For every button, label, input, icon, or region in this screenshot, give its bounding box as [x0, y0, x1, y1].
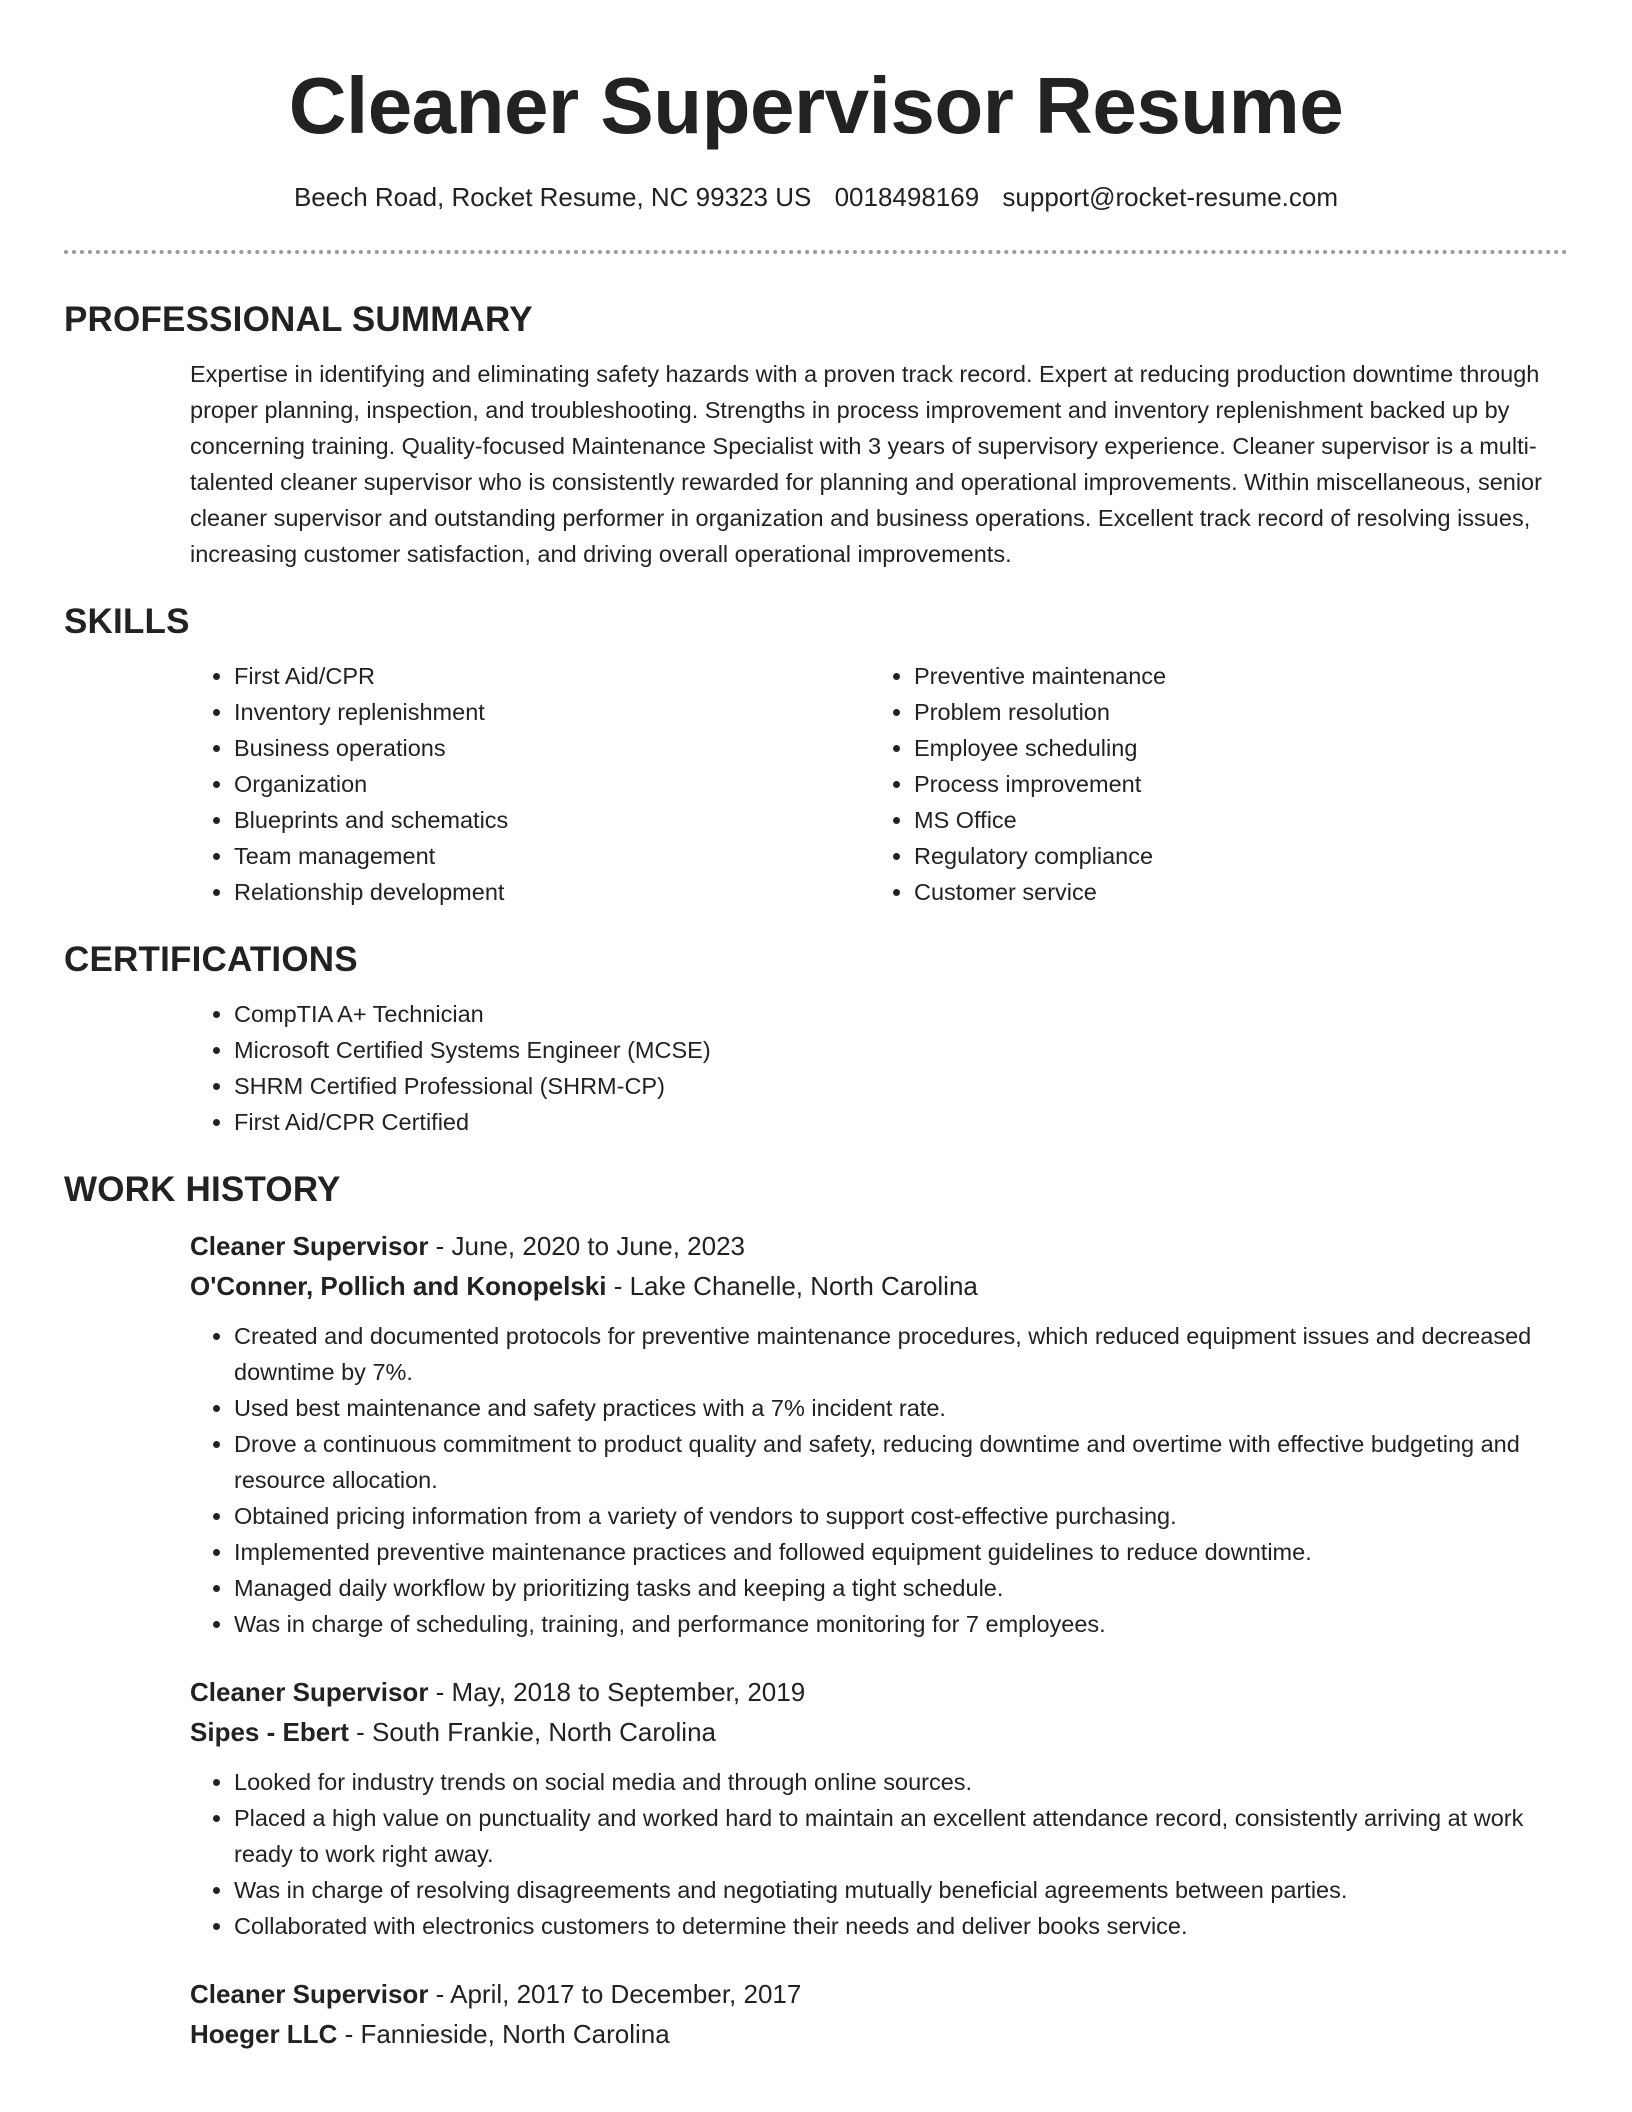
skill-item: • Customer service: [914, 874, 1550, 910]
email-text: support@rocket-resume.com: [1002, 182, 1339, 212]
skill-item: • Relationship development: [234, 874, 870, 910]
contact-line: [0, 180, 1632, 214]
skill-item: • MS Office: [914, 802, 1550, 838]
skill-item: • Problem resolution: [914, 694, 1550, 730]
skill-item: • Team management: [234, 838, 870, 874]
skills-list-left: [190, 658, 870, 910]
section-heading-work-history: WORK HISTORY: [64, 1170, 341, 1209]
work-history-section: [64, 1168, 1568, 2054]
job-title: Cleaner Supervisor: [190, 1231, 429, 1261]
job-bullet: • Created and documented protocols for preventive maintenance procedures, which reduced equipment issues and decreased downtime by 7%.: [234, 1318, 1568, 1390]
job-company: O'Conner, Pollich and Konopelski: [190, 1271, 607, 1301]
job-bullet: • Looked for industry trends on social media and through online sources.: [234, 1764, 1568, 1800]
section-heading-skills: SKILLS: [64, 602, 190, 641]
job-location: - South Frankie, North Carolina: [348, 1717, 716, 1747]
job-bullet: • Placed a high value on punctuality and worked hard to maintain an excellent attendance record, consistently arriving at work ready to work right away.: [234, 1800, 1568, 1872]
job-location: - Fannieside, North Carolina: [337, 2019, 670, 2049]
section-heading-summary: PROFESSIONAL SUMMARY: [64, 300, 533, 339]
skill-item: • Regulatory compliance: [914, 838, 1550, 874]
job-company-line: [190, 1266, 1568, 1306]
certification-item: • SHRM Certified Professional (SHRM-CP): [234, 1068, 1568, 1104]
skill-item: • Process improvement: [914, 766, 1550, 802]
address-text: Beech Road, Rocket Resume, NC 99323 US: [293, 182, 812, 212]
job-company: Sipes - Ebert: [190, 1717, 349, 1747]
skills-column-left: [190, 658, 870, 910]
skill-item: • Employee scheduling: [914, 730, 1550, 766]
job-bullet: • Managed daily workflow by prioritizing tasks and keeping a tight schedule.: [234, 1570, 1568, 1606]
job-bullet: • Drove a continuous commitment to product quality and safety, reducing downtime and overtime with effective budgeting and resource allocation.: [234, 1426, 1568, 1498]
job-title-line: [190, 1672, 1568, 1712]
certifications-list: [190, 996, 1568, 1140]
job-title-line: [190, 1974, 1568, 2014]
job-title-line: [190, 1226, 1568, 1266]
page-title: Cleaner Supervisor Resume: [288, 61, 1344, 150]
job-bullets: [64, 1318, 1568, 1642]
skill-item: • Blueprints and schematics: [234, 802, 870, 838]
certification-item: • CompTIA A+ Technician: [234, 996, 1568, 1032]
section-heading-certifications: CERTIFICATIONS: [64, 940, 358, 979]
job-bullet: • Used best maintenance and safety practices with a 7% incident rate.: [234, 1390, 1568, 1426]
job-company-line: [190, 2014, 1568, 2054]
phone-text: 0018498169: [834, 182, 980, 212]
job-bullet: • Was in charge of resolving disagreements and negotiating mutually beneficial agreements between parties.: [234, 1872, 1568, 1908]
job-entry: [190, 1226, 1568, 1642]
skill-item: • Organization: [234, 766, 870, 802]
job-location: - Lake Chanelle, North Carolina: [606, 1271, 978, 1301]
header-divider: [64, 250, 1568, 254]
skill-item: • Business operations: [234, 730, 870, 766]
job-dates: - June, 2020 to June, 2023: [428, 1231, 746, 1261]
skills-column-right: [870, 658, 1550, 910]
summary-section: [64, 298, 1568, 572]
job-bullet: • Collaborated with electronics customers to determine their needs and deliver books service.: [234, 1908, 1568, 1944]
job-bullets: [64, 1764, 1568, 1944]
job-company: Hoeger LLC: [190, 2019, 338, 2049]
skill-item: • First Aid/CPR: [234, 658, 870, 694]
job-bullet: • Was in charge of scheduling, training, and performance monitoring for 7 employees.: [234, 1606, 1568, 1642]
job-company-line: [190, 1712, 1568, 1752]
skill-item: • Inventory replenishment: [234, 694, 870, 730]
certification-item: • Microsoft Certified Systems Engineer (MCSE): [234, 1032, 1568, 1068]
skills-list-right: [870, 658, 1550, 910]
job-bullet: • Obtained pricing information from a variety of vendors to support cost-effective purchasing.: [234, 1498, 1568, 1534]
job-dates: - May, 2018 to September, 2019: [428, 1677, 806, 1707]
certification-item: • First Aid/CPR Certified: [234, 1104, 1568, 1140]
summary-text: Expertise in identifying and eliminating safety hazards with a proven track record. Expert at reducing production downtime through proper planning, inspection, and troubleshooting. Strengths in process improvement and inventory replenishment backed up by concerning training. Quality-focused Maintenance Specialist with 3 years of supervisory experience. Cleaner supervisor is a multi-talented cleaner supervisor who is consistently rewarded for planning and operational improvements. Within miscellaneous, senior cleaner supervisor and outstanding performer in organization and business operations. Excellent track record of resolving issues, increasing customer satisfaction, and driving overall operational improvements.: [190, 361, 1542, 567]
job-title: Cleaner Supervisor: [190, 1677, 429, 1707]
certifications-section: [64, 938, 1568, 1140]
job-dates: - April, 2017 to December, 2017: [428, 1979, 802, 2009]
resume-content: [64, 298, 1568, 2084]
job-bullet: • Implemented preventive maintenance practices and followed equipment guidelines to reduce downtime.: [234, 1534, 1568, 1570]
job-entry: [190, 1974, 1568, 2054]
skill-item: • Preventive maintenance: [914, 658, 1550, 694]
job-title: Cleaner Supervisor: [190, 1979, 429, 2009]
skills-section: [64, 600, 1568, 910]
skills-grid: [190, 658, 1568, 910]
job-entry: [190, 1672, 1568, 1944]
